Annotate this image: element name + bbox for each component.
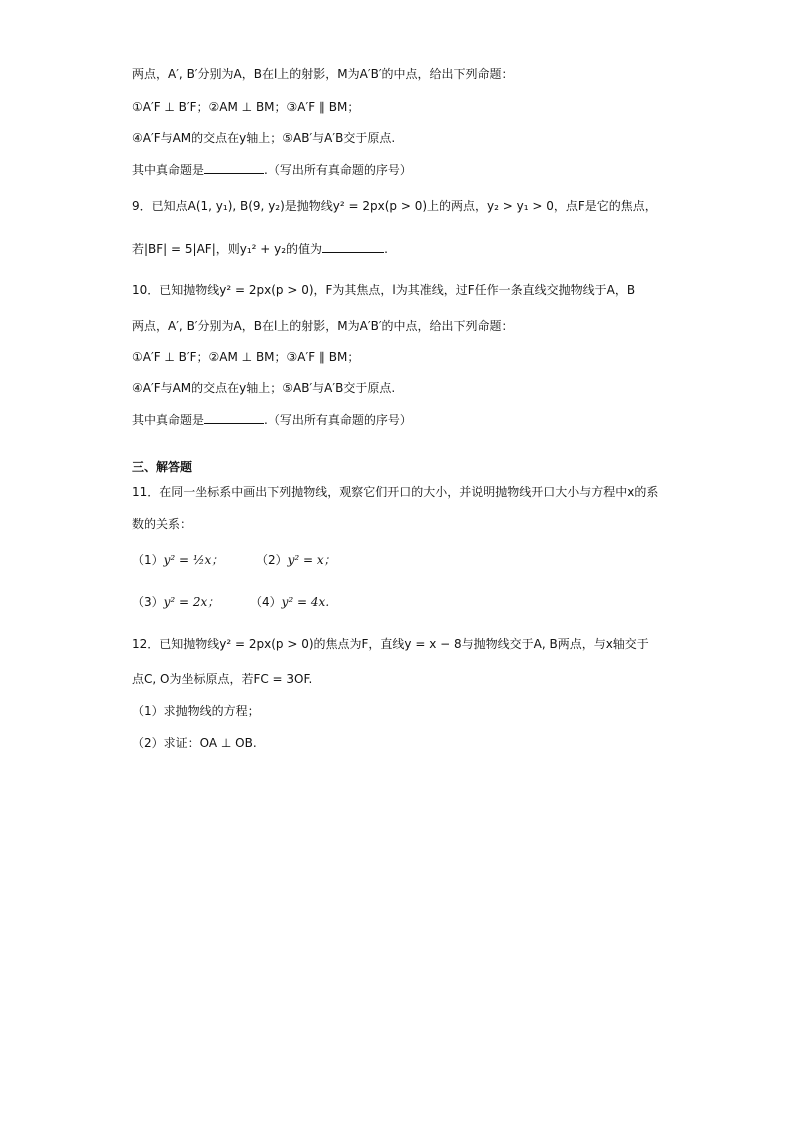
q11-item-2-label: （2） (256, 553, 288, 567)
q9-line-1: 9．已知点A(1, y₁), B(9, y₂)是抛物线y² = 2px(p > 0)上的两点，y₂ > y₁ > 0，点F是它的焦点， (132, 199, 657, 213)
q8-line-3: ④A′F与AM的交点在y轴上；⑤AB′与A′B交于原点. (132, 131, 396, 145)
q11-item-3-equation: y² = 2x； (163, 595, 220, 609)
q11-item-2-equation: y² = x； (287, 553, 336, 567)
q11-item-1-label: （1） (132, 553, 164, 567)
q10-line-1: 10．已知抛物线y² = 2px(p > 0)，F为其焦点，l为其准线，过F任作一条直线交抛物线于A，B (132, 283, 636, 297)
q11-item-2 (256, 552, 336, 568)
q10-answer-blank[interactable] (204, 411, 264, 424)
q11-line-2: 数的关系： (132, 517, 193, 531)
q9-answer-prompt: 若|BF| = 5|AF|，则y₁² + y₂的值为 (132, 242, 323, 256)
q11-item-3 (132, 594, 219, 610)
q12-line-1: 12．已知抛物线y² = 2px(p > 0)的焦点为F，直线y = x − 8与抛物线交于A, B两点，与x轴交于 (132, 637, 649, 651)
q12-part-2: （2）求证：OA ⊥ OB. (132, 736, 257, 750)
q9-line-2 (132, 240, 388, 257)
q10-answer-prompt: 其中真命题是 (132, 413, 205, 427)
q10-line-4: ④A′F与AM的交点在y轴上；⑤AB′与A′B交于原点. (132, 381, 396, 395)
q12-part-1: （1）求抛物线的方程； (132, 704, 260, 718)
q10-line-2: 两点，A′, B′分别为A，B在l上的射影，M为A′B′的中点，给出下列命题： (132, 319, 514, 333)
q10-answer-note: .（写出所有真命题的序号） (264, 413, 412, 427)
q11-item-4-equation: y² = 4x. (281, 595, 330, 609)
q10-line-5 (132, 411, 412, 428)
q11-item-4-label: （4） (250, 595, 282, 609)
q12-line-2: 点C, O为坐标原点，若FC = 3OF. (132, 672, 313, 686)
q9-answer-end: . (384, 242, 388, 256)
q8-answer-blank[interactable] (204, 161, 264, 174)
q11-line-1: 11．在同一坐标系中画出下列抛物线，观察它们开口的大小，并说明抛物线开口大小与方程中x的系 (132, 485, 659, 499)
q11-item-1 (132, 552, 223, 568)
q11-item-1-equation: y² = ½x； (163, 553, 224, 567)
q8-line-1: 两点，A′, B′分别为A，B在l上的射影，M为A′B′的中点，给出下列命题： (132, 67, 514, 81)
q9-answer-blank[interactable] (322, 240, 384, 253)
section-heading: 三、解答题 (132, 460, 193, 474)
q8-answer-note: .（写出所有真命题的序号） (264, 163, 412, 177)
q8-answer-prompt: 其中真命题是 (132, 163, 205, 177)
q10-line-3: ①A′F ⊥ B′F；②AM ⊥ BM；③A′F ∥ BM； (132, 350, 360, 364)
q11-item-4 (250, 594, 329, 610)
q8-line-2: ①A′F ⊥ B′F；②AM ⊥ BM；③A′F ∥ BM； (132, 100, 360, 114)
q8-line-4 (132, 161, 412, 178)
q11-item-3-label: （3） (132, 595, 164, 609)
